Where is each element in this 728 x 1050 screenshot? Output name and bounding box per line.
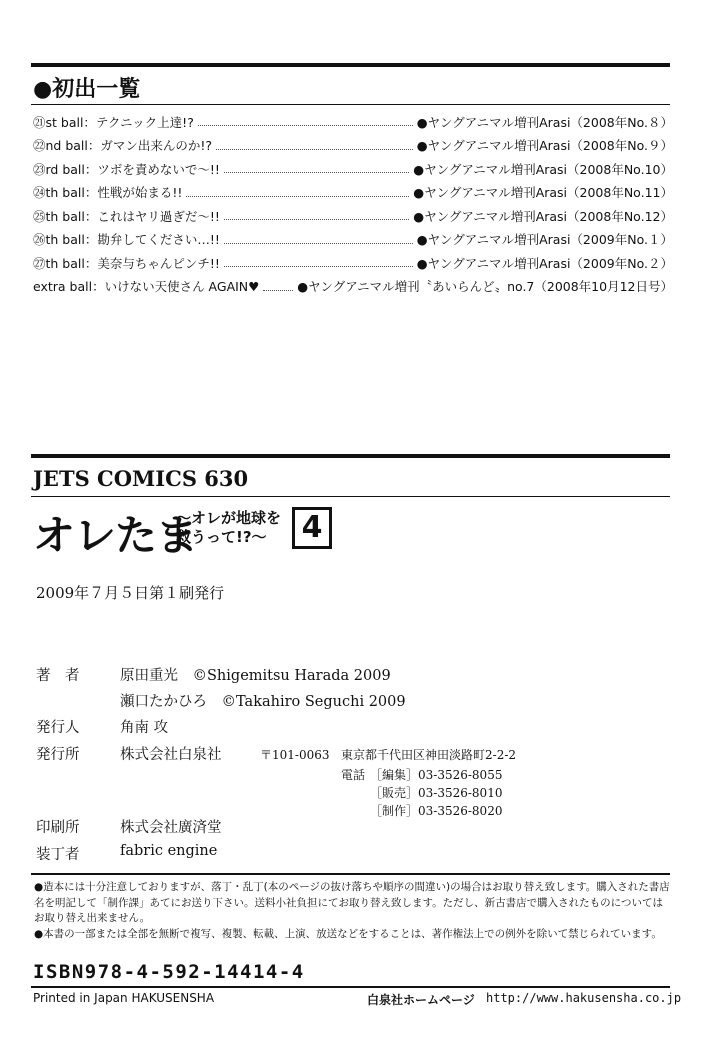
list-item: ㉓rd ball：ツボを責めないで〜!! ●ヤングアニマル増刊Arasi（2008年No.10） [33, 161, 673, 177]
title-logo: オレたま [33, 511, 198, 560]
volume-badge: 4 [292, 507, 332, 549]
series-label: JETS COMICS 630 [33, 466, 249, 491]
author-2: 瀬口たかひろ ©Takahiro Seguchi 2009 [120, 694, 406, 710]
colophon-top-rule [31, 454, 670, 458]
footer-rule [31, 986, 670, 988]
issue-date: 2009年７月５日第１刷発行 [36, 584, 225, 602]
list-item: ㉖th ball：勘弁してください…!! ●ヤングアニマル増刊Arasi（2009年No.１） [33, 232, 673, 248]
printer-label: 印刷所 [36, 820, 80, 836]
list-item: ㉑st ball：テクニック上達!? ●ヤングアニマル増刊Arasi（2008年No.８） [33, 114, 673, 130]
list-item: ㉔th ball：性戦が始まる!! ●ヤングアニマル増刊Arasi（2008年No.11） [33, 185, 673, 201]
title-subtitle: 〜オレが地球を 救うって!?〜 [176, 509, 282, 546]
tel-production: ［制作］03-3526-8020 [370, 804, 503, 818]
printer-name: 株式会社廣済堂 [120, 820, 222, 836]
tel-sales: ［販売］03-3526-8010 [370, 786, 503, 800]
notes [34, 880, 670, 942]
homepage-label: 白泉社ホームページ [367, 993, 475, 1007]
publisher-person: 角南 攻 [120, 720, 169, 736]
tel-edit: ［編集］03-3526-8055 [370, 768, 503, 782]
publisher-name: 株式会社白泉社 [120, 747, 222, 763]
design-name: fabric engine [120, 843, 218, 859]
note-replacement: ●造本には十分注意しておりますが、落丁・乱丁(本のページの抜け落ちや順序の間違い)の場合はお取り替え致します。購入された書店名を明記して「制作課」あてにお送り下さい。送料小社負担にてお取り替え致します。ただし、新古書店で購入されたものについてはお取り替え出来ません。 [34, 881, 670, 924]
first-appearance-list [33, 110, 673, 298]
list-item: extra ball：いけない天使さん AGAIN♥ ●ヤングアニマル増刊〝あいらんど〟no.7（2008年10月12日号） [33, 279, 673, 295]
section-title: ●初出一覧 [33, 77, 141, 102]
design-label: 装丁者 [36, 847, 80, 863]
notes-rule [31, 873, 670, 875]
publisher-person-label: 発行人 [36, 720, 80, 736]
section-underline [31, 104, 670, 105]
printed-in: Printed in Japan HAKUSENSHA [33, 991, 215, 1005]
postal-code: 〒101-0063 [260, 748, 330, 762]
top-rule [31, 63, 670, 67]
homepage-url: http://www.hakusensha.co.jp [486, 991, 682, 1005]
address: 東京都千代田区神田淡路町2-2-2 [341, 748, 517, 762]
series-underline [31, 496, 670, 497]
note-copyright: ●本書の一部または全部を無断で複写、複製、転載、上演、放送などをすることは、著作権法上での例外を除いて禁じられています。 [34, 927, 662, 940]
list-item: ㉒nd ball：ガマン出来んのか!? ●ヤングアニマル増刊Arasi（2008年No.９） [33, 138, 673, 154]
isbn: ISBN978-4-592-14414-4 [33, 961, 305, 983]
author-label: 著 者 [36, 668, 80, 684]
publisher-label: 発行所 [36, 747, 80, 763]
list-item: ㉕th ball：これはヤリ過ぎだ〜!! ●ヤングアニマル増刊Arasi（2008年No.12） [33, 208, 673, 224]
author-1: 原田重光 ©Shigemitsu Harada 2009 [120, 668, 391, 684]
list-item: ㉗th ball：美奈与ちゃんピンチ!! ●ヤングアニマル増刊Arasi（2009年No.２） [33, 255, 673, 271]
tel-label: 電話 [341, 768, 366, 782]
